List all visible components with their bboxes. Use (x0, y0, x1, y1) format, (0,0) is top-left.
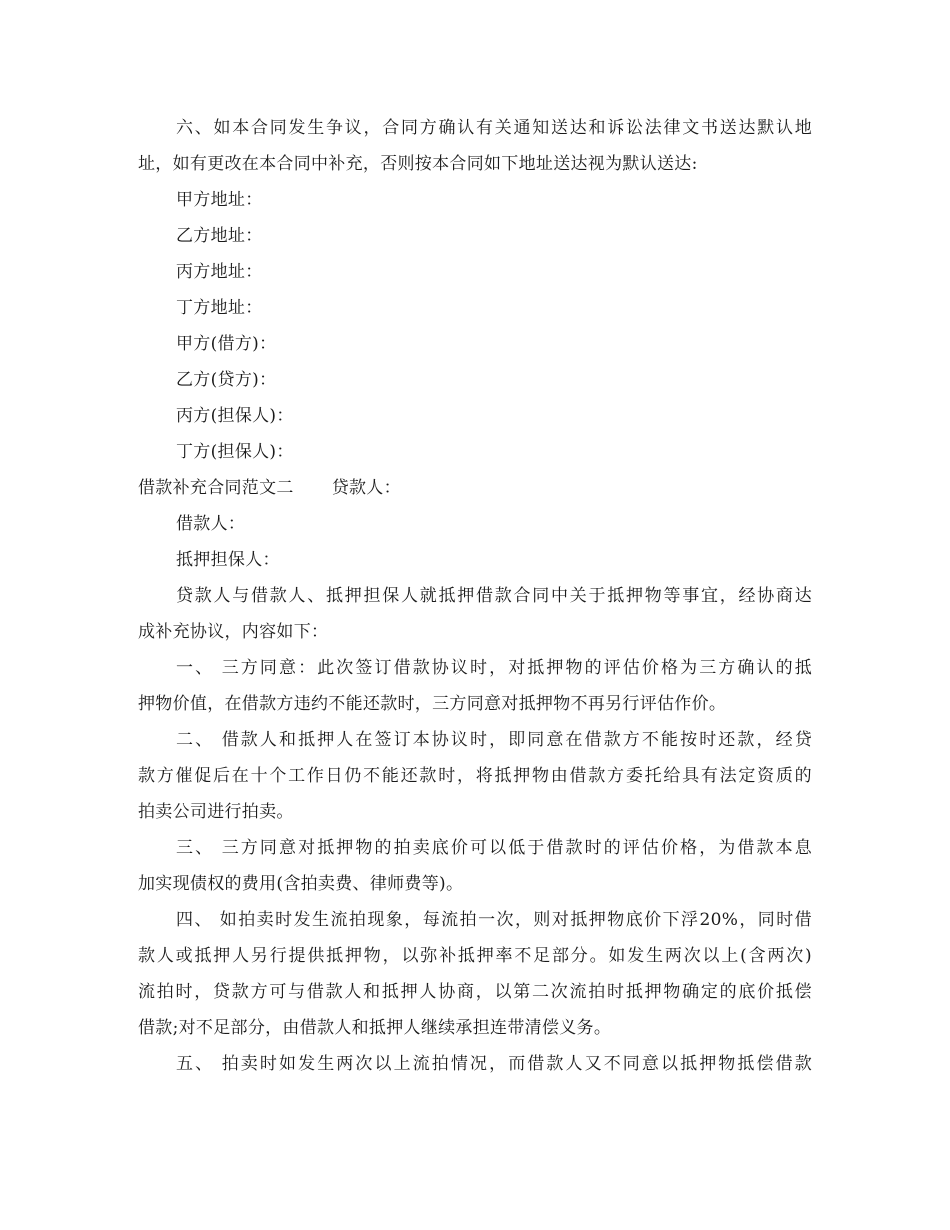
lender-label: 贷款人： (331, 478, 401, 498)
mortgage-guarantor-label: 抵押担保人： (176, 550, 280, 570)
clause-five-line-1: 五、 拍卖时如发生两次以上流拍情况，而借款人又不同意以抵押物抵偿借款 (176, 1054, 812, 1074)
paragraph-six-line-2: 址，如有更改在本合同中补充，否则按本合同如下地址送达视为默认送达: (138, 154, 698, 174)
intro-line-1: 贷款人与借款人、抵押担保人就抵押借款合同中关于抵押物等事宜，经协商达 (176, 586, 812, 606)
clause-two-line-3: 拍卖公司进行拍卖。 (138, 802, 294, 822)
clause-four-line-3: 流拍时，贷款方可与借款人和抵押人协商，以第二次流拍时抵押物确定的底价抵偿 (138, 982, 812, 1002)
party-b-address: 乙方地址： (176, 226, 263, 246)
party-a-borrower: 甲方(借方)： (176, 334, 277, 354)
party-a-address: 甲方地址： (176, 190, 263, 210)
clause-two-line-1: 二、 借款人和抵押人在签订本协议时，即同意在借款方不能按时还款，经贷 (176, 730, 812, 750)
party-d-address: 丁方地址： (176, 298, 263, 318)
section-two-heading-line (138, 470, 812, 506)
party-c-guarantor: 丙方(担保人)： (176, 406, 294, 426)
clause-three-line-1: 三、 三方同意对抵押物的拍卖底价可以低于借款时的评估价格，为借款本息 (176, 838, 812, 858)
party-d-guarantor: 丁方(担保人)： (176, 442, 294, 462)
party-c-address: 丙方地址： (176, 262, 263, 282)
clause-one-line-1: 一、 三方同意：此次签订借款协议时，对抵押物的评估价格为三方确认的抵 (176, 658, 812, 678)
document-page (138, 110, 812, 1082)
clause-four-line-1: 四、 如拍卖时发生流拍现象，每流拍一次，则对抵押物底价下浮20%，同时借 (176, 910, 812, 930)
party-b-lender: 乙方(贷方)： (176, 370, 277, 390)
section-two-title: 借款补充合同范文二 (138, 478, 294, 498)
clause-four-line-4: 借款;对不足部分，由借款人和抵押人继续承担连带清偿义务。 (138, 1018, 612, 1038)
clause-four-line-2: 款人或抵押人另行提供抵押物，以弥补抵押率不足部分。如发生两次以上(含两次) (138, 946, 812, 966)
paragraph-six-line-1: 六、如本合同发生争议，合同方确认有关通知送达和诉讼法律文书送达默认地 (176, 118, 812, 138)
intro-line-2: 成补充协议，内容如下： (138, 622, 329, 642)
clause-three-line-2: 加实现债权的费用(含拍卖费、律师费等)。 (138, 874, 464, 894)
clause-two-line-2: 款方催促后在十个工作日仍不能还款时，将抵押物由借款方委托给具有法定资质的 (138, 766, 812, 786)
clause-one-line-2: 押物价值，在借款方违约不能还款时，三方同意对抵押物不再另行评估作价。 (138, 694, 727, 714)
borrower-label: 借款人： (176, 514, 246, 534)
